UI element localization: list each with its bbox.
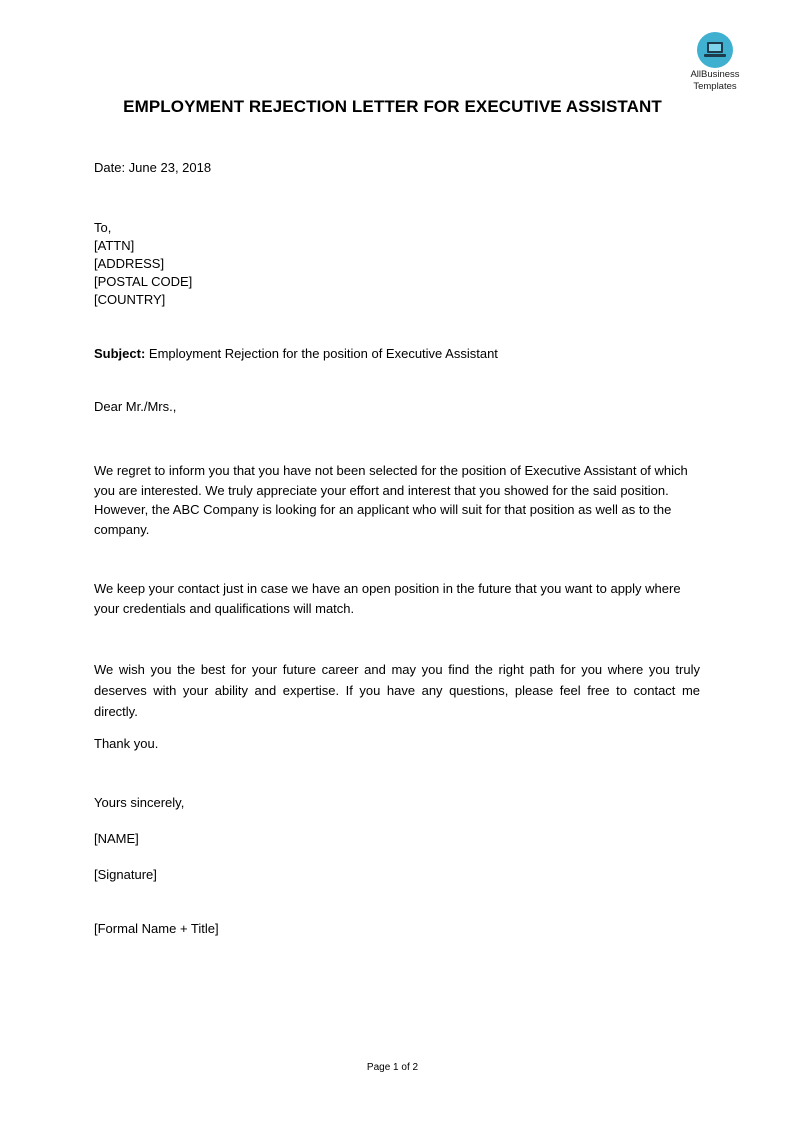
- formal-name-title: [Formal Name + Title]: [94, 921, 219, 936]
- salutation: Dear Mr./Mrs.,: [94, 399, 177, 414]
- sender-name: [NAME]: [94, 831, 139, 846]
- document-title: EMPLOYMENT REJECTION LETTER FOR EXECUTIVE ASSISTANT: [123, 97, 662, 116]
- logo-text-line2: Templates: [693, 81, 737, 92]
- address-street: [ADDRESS]: [94, 256, 165, 271]
- closing-line: Yours sincerely,: [94, 795, 185, 810]
- address-country: [COUNTRY]: [94, 292, 166, 307]
- address-to: To,: [94, 220, 112, 235]
- subject-line: [94, 345, 498, 363]
- letter-date: Date: June 23, 2018: [94, 160, 212, 175]
- thanks-line: Thank you.: [94, 736, 159, 751]
- subject-label: Subject:: [94, 346, 146, 361]
- body-paragraph-3: We wish you the best for your future career and may you find the right path for you where you truly deserves with your ability and expertise. If you have any questions, please feel free to contact me directly.: [94, 662, 700, 719]
- signature-placeholder: [Signature]: [94, 867, 157, 882]
- address-attn: [ATTN]: [94, 238, 135, 253]
- subject-text: Employment Rejection for the position of Executive Assistant: [145, 346, 498, 361]
- laptop-icon: [697, 32, 733, 68]
- page-number: Page 1 of 2: [366, 1062, 419, 1073]
- body-paragraph-1: We regret to inform you that you have not been selected for the position of Executive Assistant of which you are interested. We truly appreciate your effort and interest that you showed for the said position. However, the ABC Company is looking for an applicant who will suit for that position as well as to the company.: [94, 463, 688, 537]
- logo-text-line1: AllBusiness: [690, 69, 740, 80]
- body-paragraph-2: We keep your contact just in case we have an open position in the future that you want to apply where your credentials and qualifications will match.: [94, 581, 681, 616]
- address-postal: [POSTAL CODE]: [94, 274, 193, 289]
- brand-logo: [684, 32, 746, 92]
